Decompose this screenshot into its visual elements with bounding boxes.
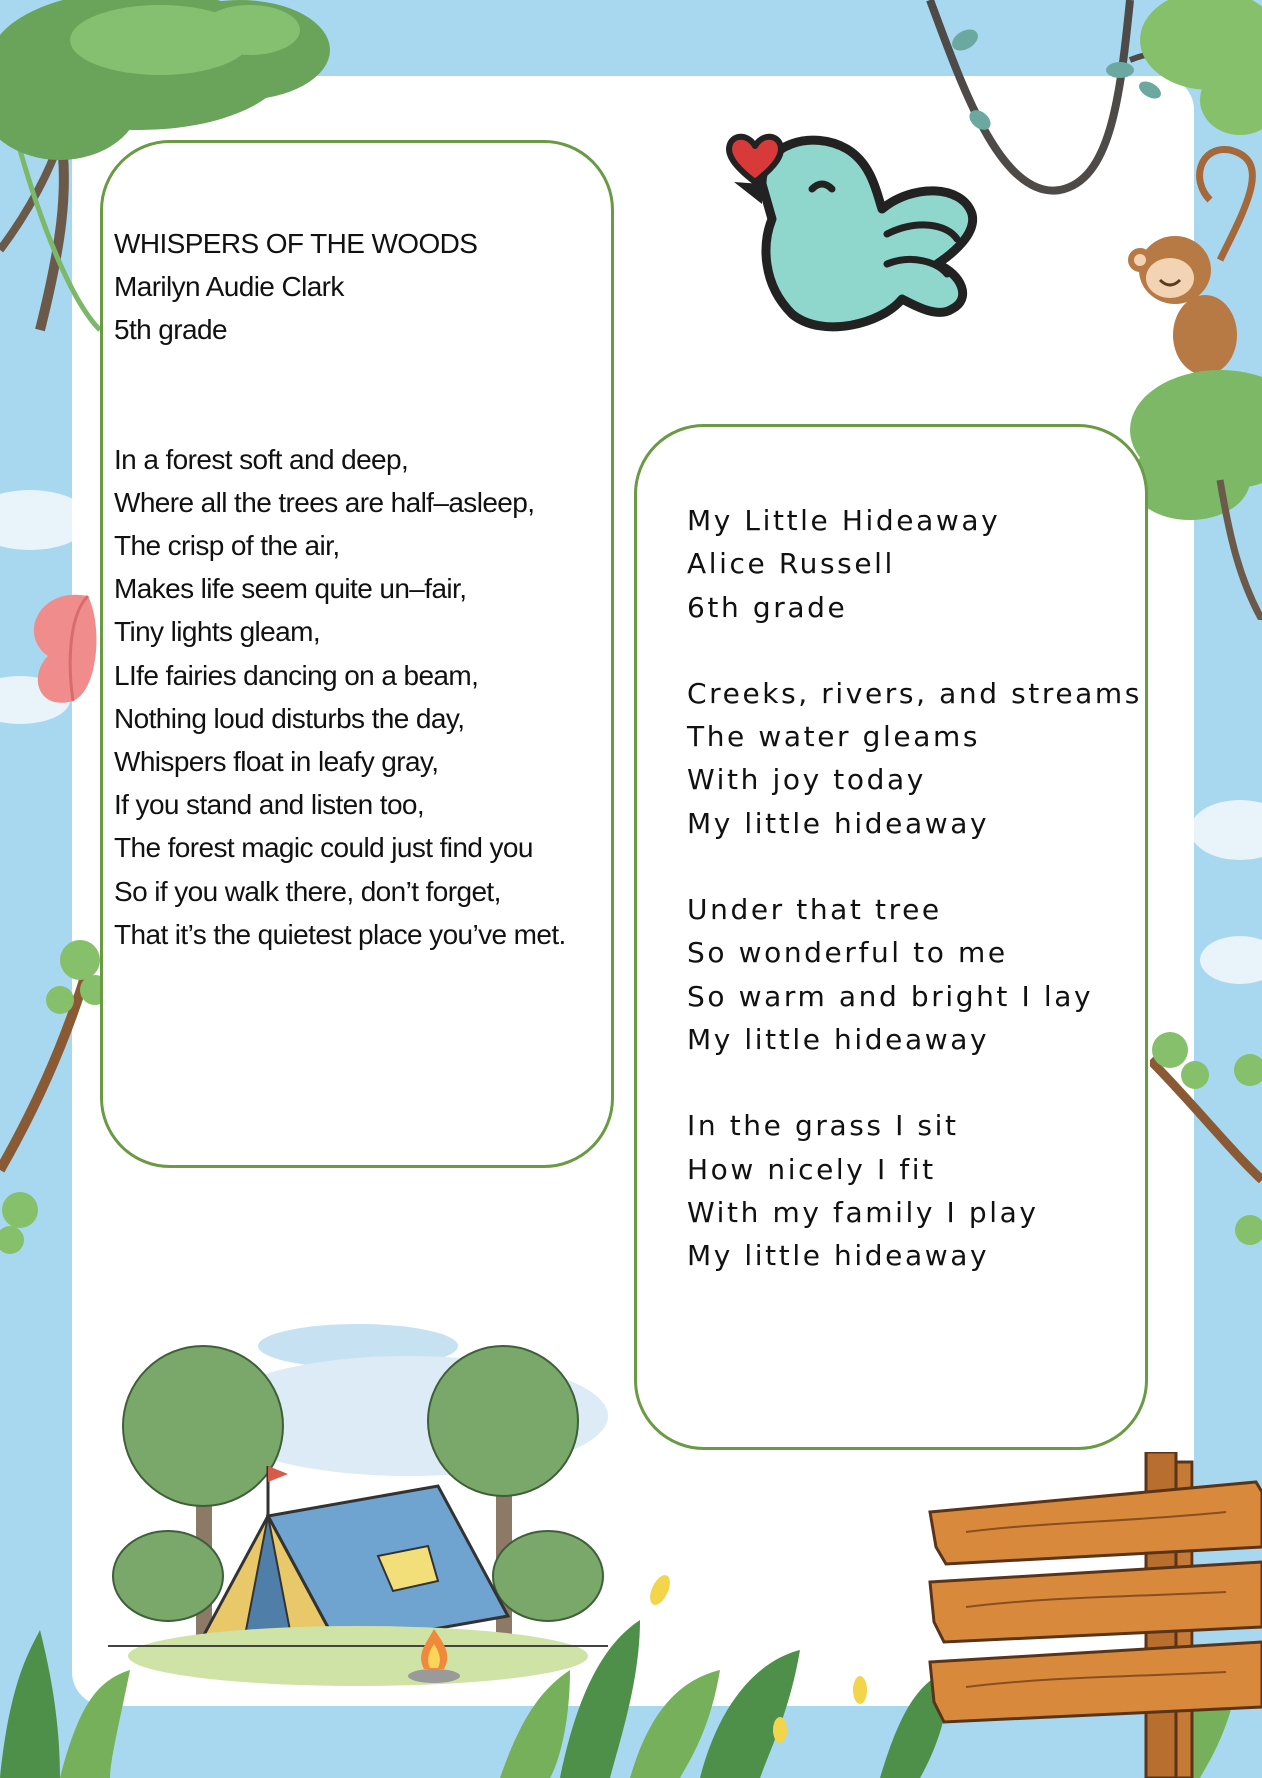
- branch-right: [1150, 1020, 1262, 1260]
- poem-line: How nicely I fit: [687, 1152, 936, 1186]
- poem-line: My little hideaway: [687, 806, 990, 840]
- poem-line: Where all the trees are half–asleep,: [114, 486, 535, 518]
- poem-line: My little hideaway: [687, 1239, 990, 1273]
- poem-line: The crisp of the air,: [114, 530, 340, 562]
- poem-line: So warm and bright I lay: [687, 979, 1094, 1013]
- poem-line: Nothing loud disturbs the day,: [114, 702, 465, 734]
- poem-line: With my family I play: [687, 1195, 1039, 1229]
- poem-line: The forest magic could just find you: [114, 832, 533, 864]
- poem-line: With joy today: [687, 763, 926, 797]
- poem-line: Under that tree: [687, 893, 942, 927]
- poem-grade: 6th grade: [687, 590, 848, 624]
- heart-icon: [724, 130, 786, 186]
- poem-line: LIfe fairies dancing on a beam,: [114, 659, 479, 691]
- poem-title: WHISPERS OF THE WOODS: [114, 228, 478, 259]
- poem-line: Whispers float in leafy gray,: [114, 746, 439, 778]
- butterfly-icon: [18, 586, 108, 716]
- poem-line: If you stand and listen too,: [114, 789, 425, 821]
- poem-line: That it’s the quietest place you’ve met.: [114, 918, 566, 950]
- poem-line: So if you walk there, don’t forget,: [114, 875, 501, 907]
- poem-line: In a forest soft and deep,: [114, 443, 409, 475]
- poem-line: Tiny lights gleam,: [114, 616, 321, 648]
- poem-title: My Little Hideaway: [687, 504, 1001, 537]
- poem-line: My little hideaway: [687, 1022, 990, 1056]
- branch-left: [0, 920, 110, 1260]
- poem-left: [114, 222, 566, 956]
- poem-grade: 5th grade: [114, 314, 227, 346]
- poem-author: Marilyn Audie Clark: [114, 271, 344, 303]
- poem-author: Alice Russell: [687, 547, 895, 581]
- poem-line: Creeks, rivers, and streams: [687, 676, 1142, 710]
- wooden-signpost: [926, 1452, 1262, 1778]
- poem-line: In the grass I sit: [687, 1109, 959, 1143]
- poem-line: The water gleams: [687, 720, 981, 754]
- poem-line: So wonderful to me: [687, 936, 1008, 970]
- poem-right: [687, 499, 1142, 1277]
- poem-line: Makes life seem quite un–fair,: [114, 573, 467, 605]
